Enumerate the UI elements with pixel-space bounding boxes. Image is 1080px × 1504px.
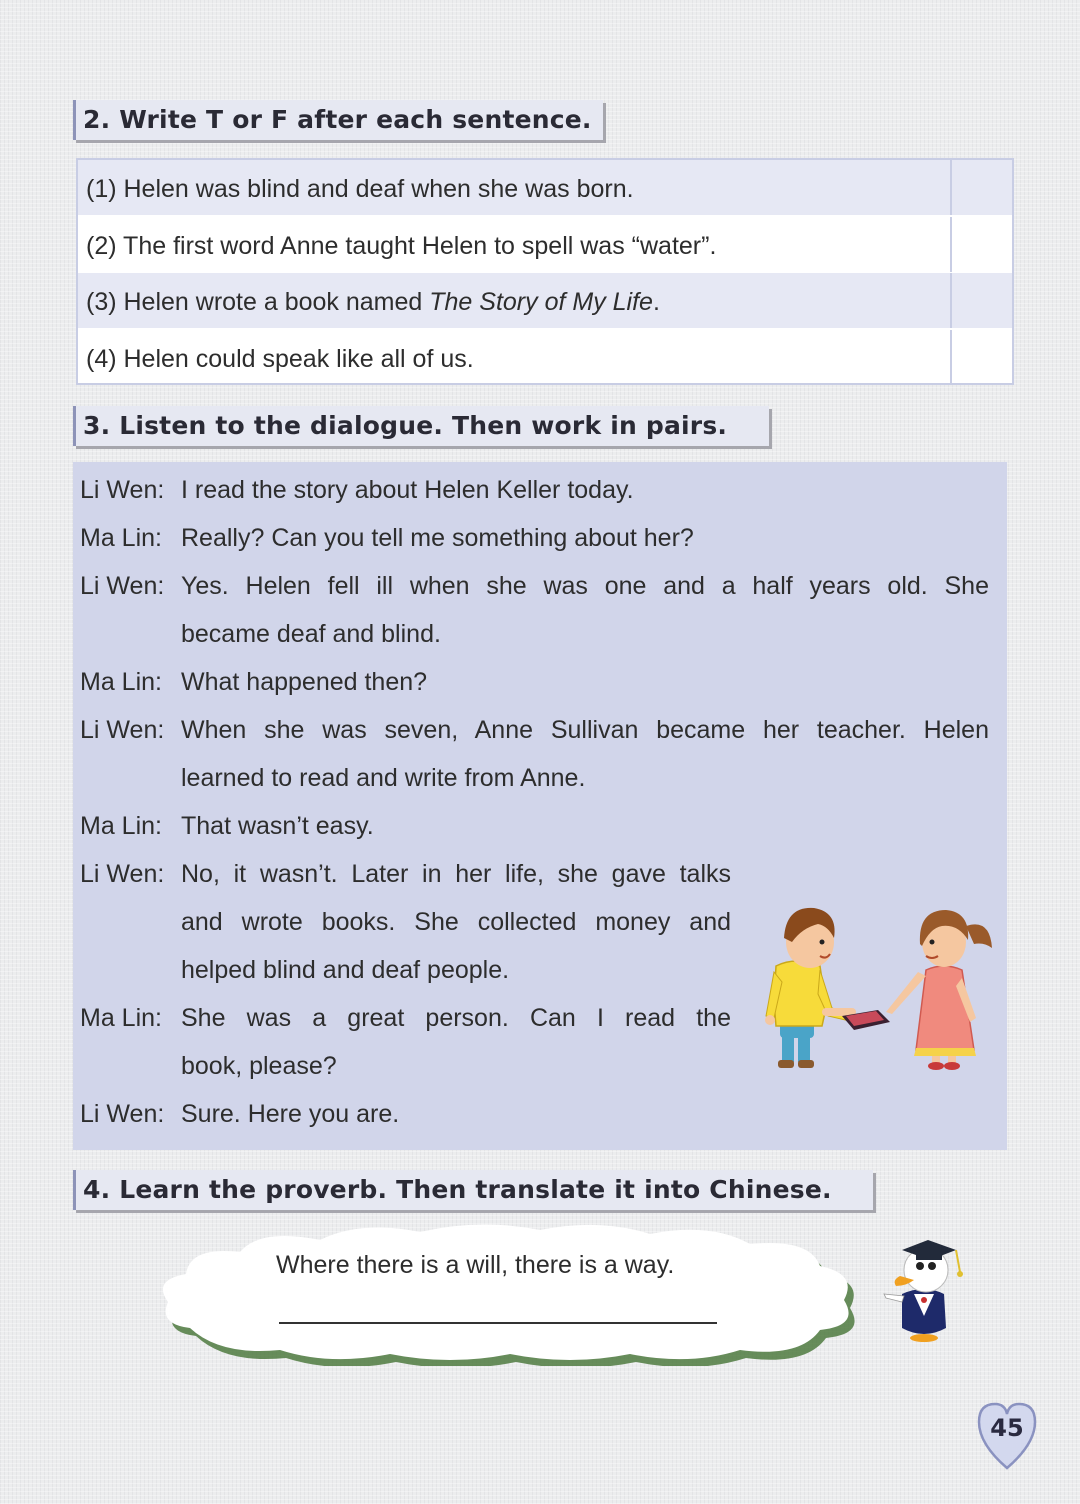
section-2-heading: 2. Write T or F after each sentence. bbox=[73, 100, 603, 140]
speaker: Ma Lin: bbox=[80, 524, 162, 552]
dialogue-line-7: Li Wen: No, it wasn’t. Later in her life, she gave talks bbox=[80, 860, 731, 888]
table-row bbox=[78, 330, 1012, 385]
speaker: Ma Lin: bbox=[80, 1004, 162, 1032]
dialogue-line-1: Li Wen: I read the story about Helen Keller today. bbox=[80, 476, 634, 504]
table-row bbox=[78, 273, 1012, 328]
speaker: Li Wen: bbox=[80, 572, 165, 600]
translation-answer-line[interactable] bbox=[279, 1322, 717, 1324]
dialogue-line-3-cont: became deaf and blind. bbox=[181, 620, 441, 648]
duck-graduate-icon bbox=[880, 1236, 966, 1344]
speaker: Li Wen: bbox=[80, 716, 165, 744]
answer-cell-4[interactable] bbox=[950, 330, 1012, 385]
answer-cell-3[interactable] bbox=[950, 273, 1012, 328]
statement-1: (1) Helen was blind and deaf when she was born. bbox=[86, 175, 634, 203]
dialogue-line-3: Li Wen: Yes. Helen fell ill when she was one and a half years old. She bbox=[80, 572, 989, 600]
girl-figure bbox=[886, 910, 992, 1070]
section-3-heading: 3. Listen to the dialogue. Then work in pairs. bbox=[73, 406, 769, 446]
boy-figure bbox=[765, 908, 856, 1068]
table-row bbox=[78, 217, 1012, 272]
speaker: Ma Lin: bbox=[80, 668, 162, 696]
dialogue-line-7-cont2: helped blind and deaf people. bbox=[181, 956, 510, 984]
dialogue-line-7-cont: and wrote books. She collected money and bbox=[181, 908, 731, 936]
dialogue-line-8-cont: book, please? bbox=[181, 1052, 337, 1080]
dialogue-line-5-cont: learned to read and write from Anne. bbox=[181, 764, 586, 792]
dialogue-line-2: Ma Lin: Really? Can you tell me something about her? bbox=[80, 524, 694, 552]
proverb-cloud bbox=[150, 1218, 862, 1366]
speaker: Li Wen: bbox=[80, 1100, 165, 1128]
statement-4: (4) Helen could speak like all of us. bbox=[86, 345, 474, 373]
speaker: Ma Lin: bbox=[80, 812, 162, 840]
section-4-heading: 4. Learn the proverb. Then translate it into Chinese. bbox=[73, 1170, 873, 1210]
page-number: 45 bbox=[990, 1414, 1024, 1442]
speaker: Li Wen: bbox=[80, 860, 165, 888]
statement-3: (3) Helen wrote a book named The Story of My Life. bbox=[86, 288, 660, 316]
statement-2: (2) The first word Anne taught Helen to spell was “water”. bbox=[86, 232, 717, 260]
dialogue-line-8: Ma Lin: She was a great person. Can I read the bbox=[80, 1004, 731, 1032]
true-false-table bbox=[76, 158, 1014, 385]
dialogue-line-9: Li Wen: Sure. Here you are. bbox=[80, 1100, 400, 1128]
answer-cell-1[interactable] bbox=[950, 160, 1012, 215]
answer-cell-2[interactable] bbox=[950, 217, 1012, 272]
proverb-text: Where there is a will, there is a way. bbox=[276, 1251, 675, 1279]
dialogue-line-5: Li Wen: When she was seven, Anne Sullivan became her teacher. Helen bbox=[80, 716, 989, 744]
dialogue-line-6: Ma Lin: That wasn’t easy. bbox=[80, 812, 374, 840]
table-row bbox=[78, 160, 1012, 215]
speaker: Li Wen: bbox=[80, 476, 165, 504]
children-book-illustration bbox=[762, 898, 998, 1076]
dialogue-line-4: Ma Lin: What happened then? bbox=[80, 668, 428, 696]
book-title: The Story of My Life bbox=[429, 288, 653, 316]
